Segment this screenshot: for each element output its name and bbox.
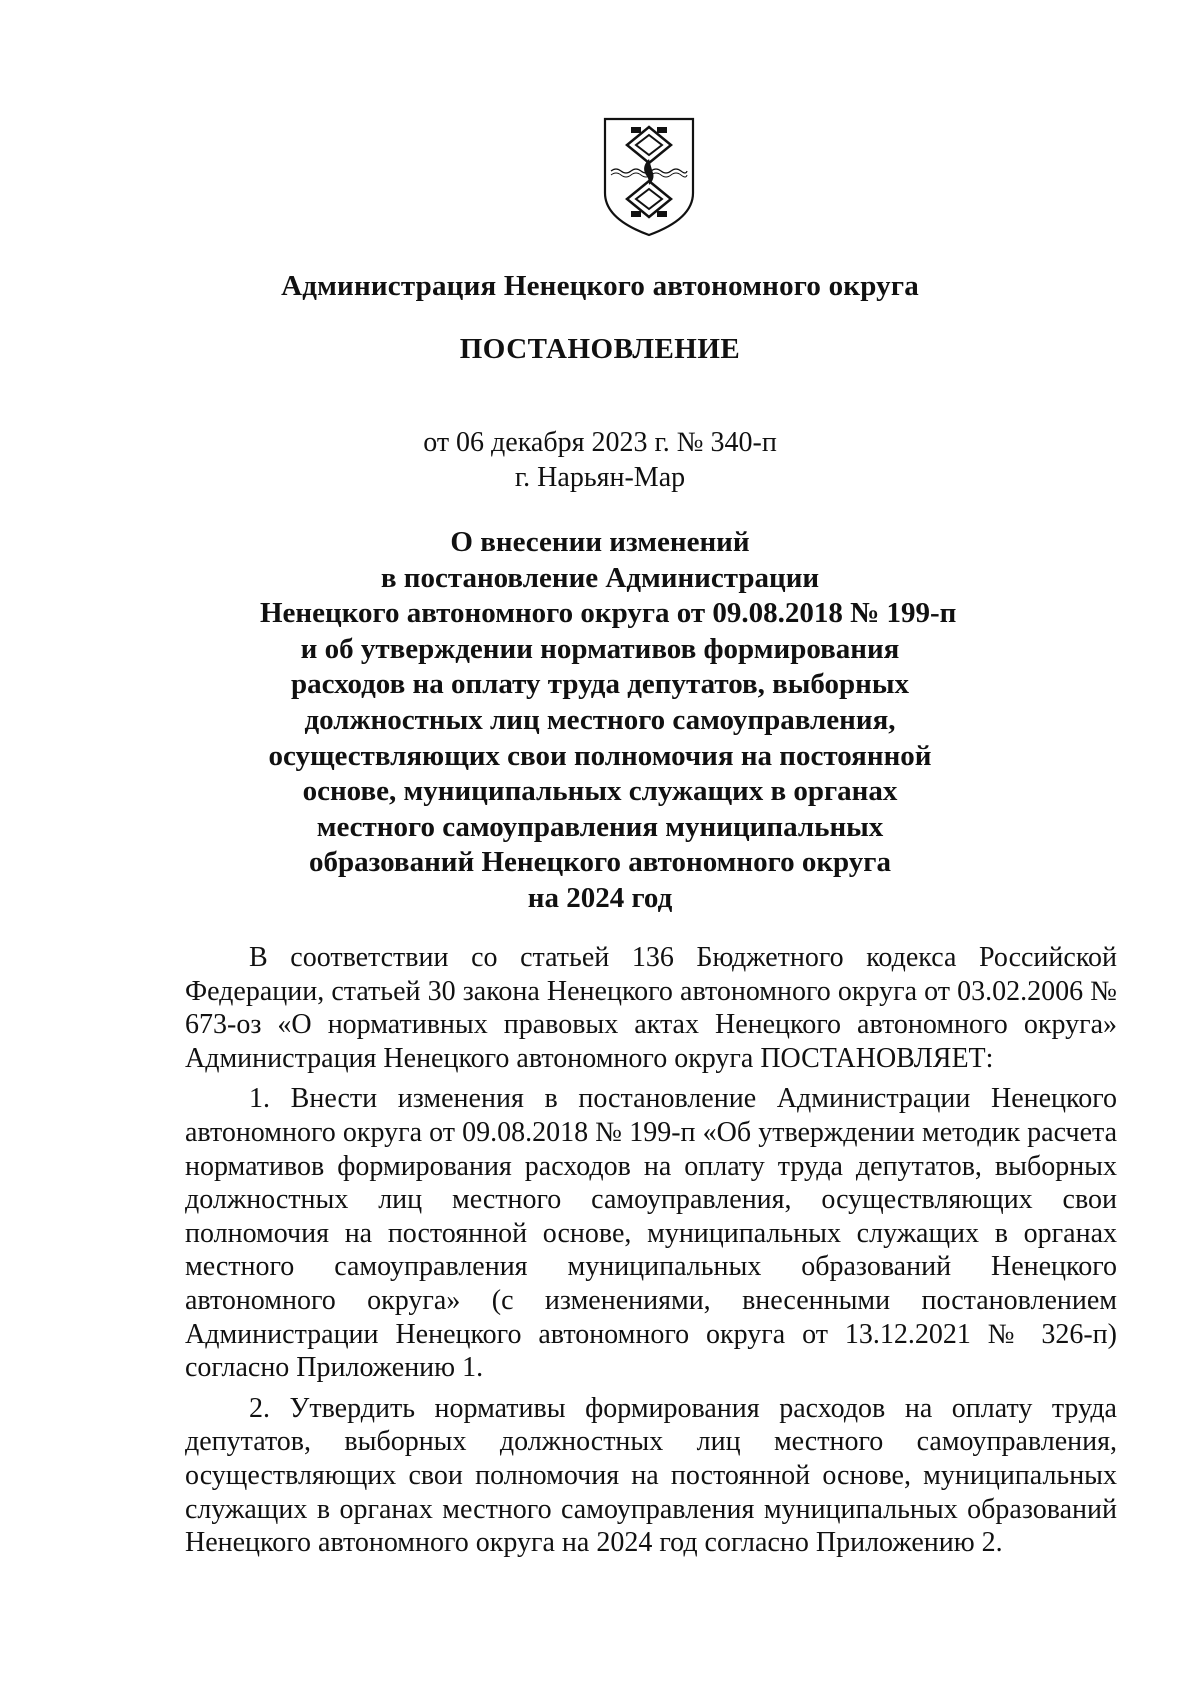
title-line: осуществляющих свои полномочия на постоянной — [268, 739, 932, 772]
date-and-number: от 06 декабря 2023 г. № 340-п — [423, 427, 777, 458]
title-line: в постановление Администрации — [380, 561, 820, 594]
title-line: Ненецкого автономного округа от 09.08.2018 № 199-п — [260, 597, 957, 630]
document-body — [185, 941, 1117, 1567]
title-line: основе, муниципальных служащих в органах — [302, 775, 898, 808]
clause-2-paragraph: 2. Утвердить нормативы формирования расходов на оплату труда депутатов, выборных должностных лиц местного самоуправления, осуществляющих свои полномочия на постоянной основе, муниципальных служащих в органах местного самоуправления муниципальных образований Ненецкого автономного округа на 2024 год согласно Приложению 2. — [185, 1392, 1117, 1559]
document-type: ПОСТАНОВЛЕНИЕ — [459, 333, 741, 365]
title-line: образований Ненецкого автономного округа — [309, 846, 891, 879]
title-line: должностных лиц местного самоуправления, — [304, 703, 896, 736]
document-title — [260, 525, 957, 917]
coat-of-arms-icon — [601, 115, 697, 239]
title-line: местного самоуправления муниципальных — [316, 810, 884, 843]
title-line: расходов на оплату труда депутатов, выборных — [290, 668, 910, 701]
preamble-paragraph: В соответствии со статьей 136 Бюджетного кодекса Российской Федерации, статьей 30 закона Ненецкого автономного округа от 03.02.2006 № 673-оз «О нормативных правовых актах Ненецкого автономного округа» Администрация Ненецкого автономного округа ПОСТАНОВЛЯЕТ: — [185, 942, 1117, 1074]
clause-1-paragraph: 1. Внести изменения в постановление Администрации Ненецкого автономного округа от 09.08.2018 № 199-п «Об утверждении методик расчета нормативов формирования расходов на оплату труда депутатов, выборных должностных лиц местного самоуправления, осуществляющих свои полномочия на постоянной основе, муниципальных служащих в органах местного самоуправления муниципальных образований Ненецкого автономного округа» (с изменениями, внесенными постановлением Администрации Ненецкого автономного округа от 13.12.2021 № 326-п) согласно Приложению 1. — [185, 1083, 1117, 1384]
organization-name: Администрация Ненецкого автономного округа — [281, 270, 919, 302]
title-line: и об утверждении нормативов формирования — [300, 632, 900, 665]
title-line: О внесении изменений — [450, 526, 750, 558]
title-line: на 2024 год — [527, 881, 673, 914]
city: г. Нарьян-Мар — [514, 462, 686, 493]
